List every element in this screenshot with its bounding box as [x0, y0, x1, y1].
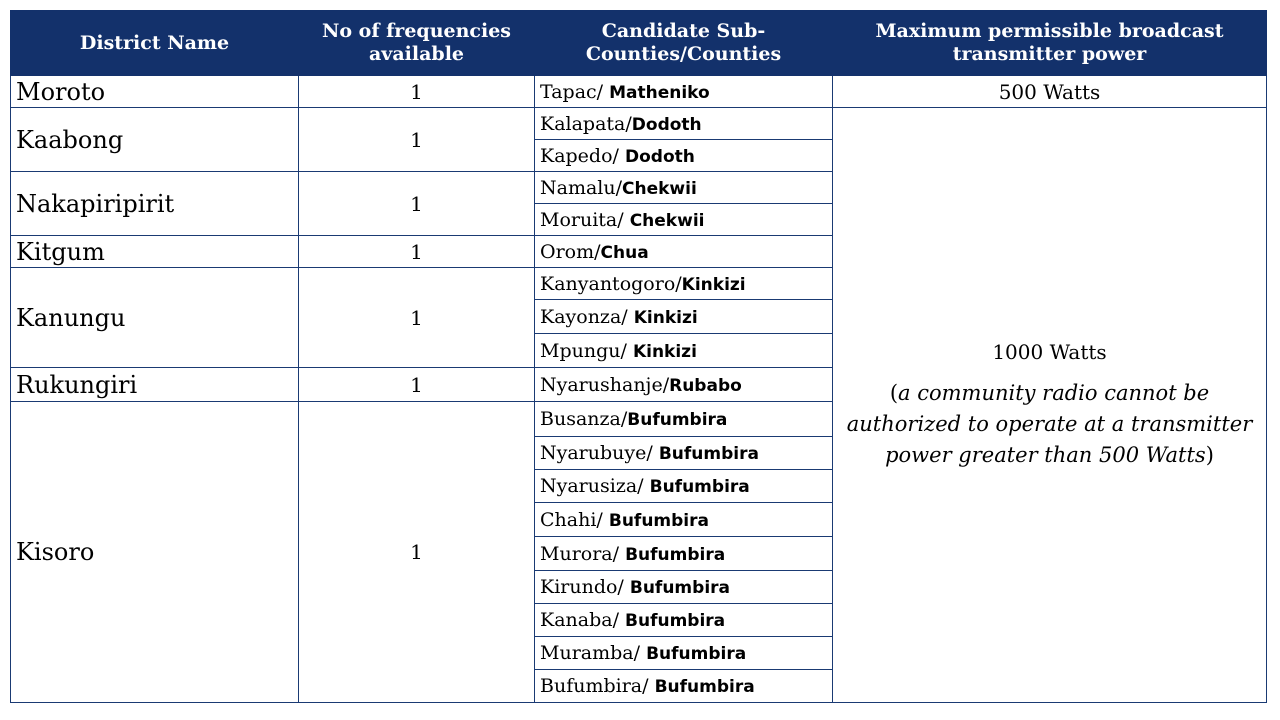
- sub-county-name: Nyarubuye/: [540, 442, 659, 464]
- sub-county-name: Busanza/: [540, 408, 628, 430]
- candidate-cell: [535, 637, 833, 670]
- table-row: [11, 76, 1267, 108]
- county-name: Dodoth: [624, 146, 695, 167]
- header-frequencies: No of frequencies available: [299, 11, 535, 76]
- frequency-count-cell: 1: [299, 368, 535, 402]
- candidate-cell: [535, 437, 833, 470]
- county-name: Matheniko: [609, 82, 710, 103]
- county-name: Bufumbira: [649, 477, 750, 497]
- candidate-cell: [535, 76, 833, 108]
- table-body: [11, 76, 1267, 703]
- county-name: Bufumbira: [625, 611, 726, 631]
- sub-county-name: Moruita/: [540, 208, 630, 231]
- sub-county-name: Kirundo/: [540, 576, 630, 598]
- candidate-cell: [535, 268, 833, 300]
- candidate-cell: [535, 236, 833, 268]
- county-name: Bufumbira: [629, 578, 730, 598]
- county-name: Kinkizi: [633, 307, 698, 328]
- power-value: 1000 Watts: [992, 339, 1107, 364]
- power-note: (a community radio cannot be authorized to operate at a transmitter power greater than 500 Watts): [846, 380, 1253, 467]
- sub-county-name: Chahi/: [540, 508, 609, 531]
- power-cell-others: [833, 108, 1267, 703]
- county-name: Kinkizi: [632, 341, 697, 362]
- frequency-count-cell: 1: [299, 172, 535, 236]
- candidate-cell: [535, 470, 833, 503]
- header-row: [11, 11, 1267, 76]
- sub-county-name: Kanyantogoro/: [540, 272, 682, 295]
- sub-county-name: Namalu/: [540, 176, 623, 199]
- sub-county-name: Nyarushanje/: [540, 373, 670, 396]
- sub-county-name: Orom/: [540, 240, 601, 263]
- sub-county-name: Kanaba/: [540, 609, 626, 631]
- district-cell: Kisoro: [11, 402, 299, 703]
- district-cell: Rukungiri: [11, 368, 299, 402]
- sub-county-name: Murora/: [540, 542, 626, 565]
- district-cell: Moroto: [11, 76, 299, 108]
- sub-county-name: Mpungu/: [540, 339, 633, 362]
- candidate-cell: [535, 604, 833, 637]
- frequency-table: [10, 10, 1267, 703]
- county-name: Bufumbira: [608, 510, 709, 531]
- candidate-cell: [535, 670, 833, 703]
- candidate-cell: [535, 204, 833, 236]
- sub-county-name: Tapac/: [540, 80, 610, 103]
- header-district: District Name: [11, 11, 299, 76]
- district-cell: Kanungu: [11, 268, 299, 368]
- county-name: Kinkizi: [681, 274, 746, 295]
- county-name: Chua: [600, 242, 649, 263]
- candidate-cell: [535, 537, 833, 571]
- county-name: Bufumbira: [654, 677, 755, 697]
- district-cell: Kitgum: [11, 236, 299, 268]
- sub-county-name: Kapedo/: [540, 144, 625, 167]
- county-name: Rubabo: [669, 375, 742, 396]
- county-name: Chekwii: [629, 210, 705, 231]
- candidate-cell: [535, 334, 833, 368]
- district-cell: Nakapiripirit: [11, 172, 299, 236]
- county-name: Bufumbira: [625, 544, 726, 565]
- header-candidates: Candidate Sub-Counties/Counties: [535, 11, 833, 76]
- sub-county-name: Muramba/: [540, 642, 647, 664]
- frequency-count-cell: 1: [299, 108, 535, 172]
- county-name: Bufumbira: [627, 410, 728, 430]
- candidate-cell: [535, 300, 833, 334]
- candidate-cell: [535, 172, 833, 204]
- candidate-cell: [535, 108, 833, 140]
- frequency-count-cell: 1: [299, 76, 535, 108]
- sub-county-name: Bufumbira/: [540, 675, 655, 697]
- frequency-count-cell: 1: [299, 402, 535, 703]
- header-power: Maximum permissible broadcast transmitter power: [833, 11, 1267, 76]
- sub-county-name: Nyarusiza/: [540, 475, 650, 497]
- table-row: [11, 108, 1267, 140]
- district-cell: Kaabong: [11, 108, 299, 172]
- candidate-cell: [535, 368, 833, 402]
- sub-county-name: Kalapata/: [540, 112, 632, 135]
- power-cell-moroto: 500 Watts: [833, 76, 1267, 108]
- power-note-text: a community radio cannot be authorized to operate at a transmitter power greater than 500 Watts: [846, 380, 1253, 467]
- candidate-cell: [535, 140, 833, 172]
- candidate-cell: [535, 571, 833, 604]
- county-name: Bufumbira: [646, 644, 747, 664]
- frequency-count-cell: 1: [299, 268, 535, 368]
- candidate-cell: [535, 402, 833, 437]
- sub-county-name: Kayonza/: [540, 305, 634, 328]
- candidate-cell: [535, 503, 833, 537]
- frequency-count-cell: 1: [299, 236, 535, 268]
- county-name: Dodoth: [631, 114, 702, 135]
- county-name: Chekwii: [622, 178, 697, 199]
- county-name: Bufumbira: [658, 444, 759, 464]
